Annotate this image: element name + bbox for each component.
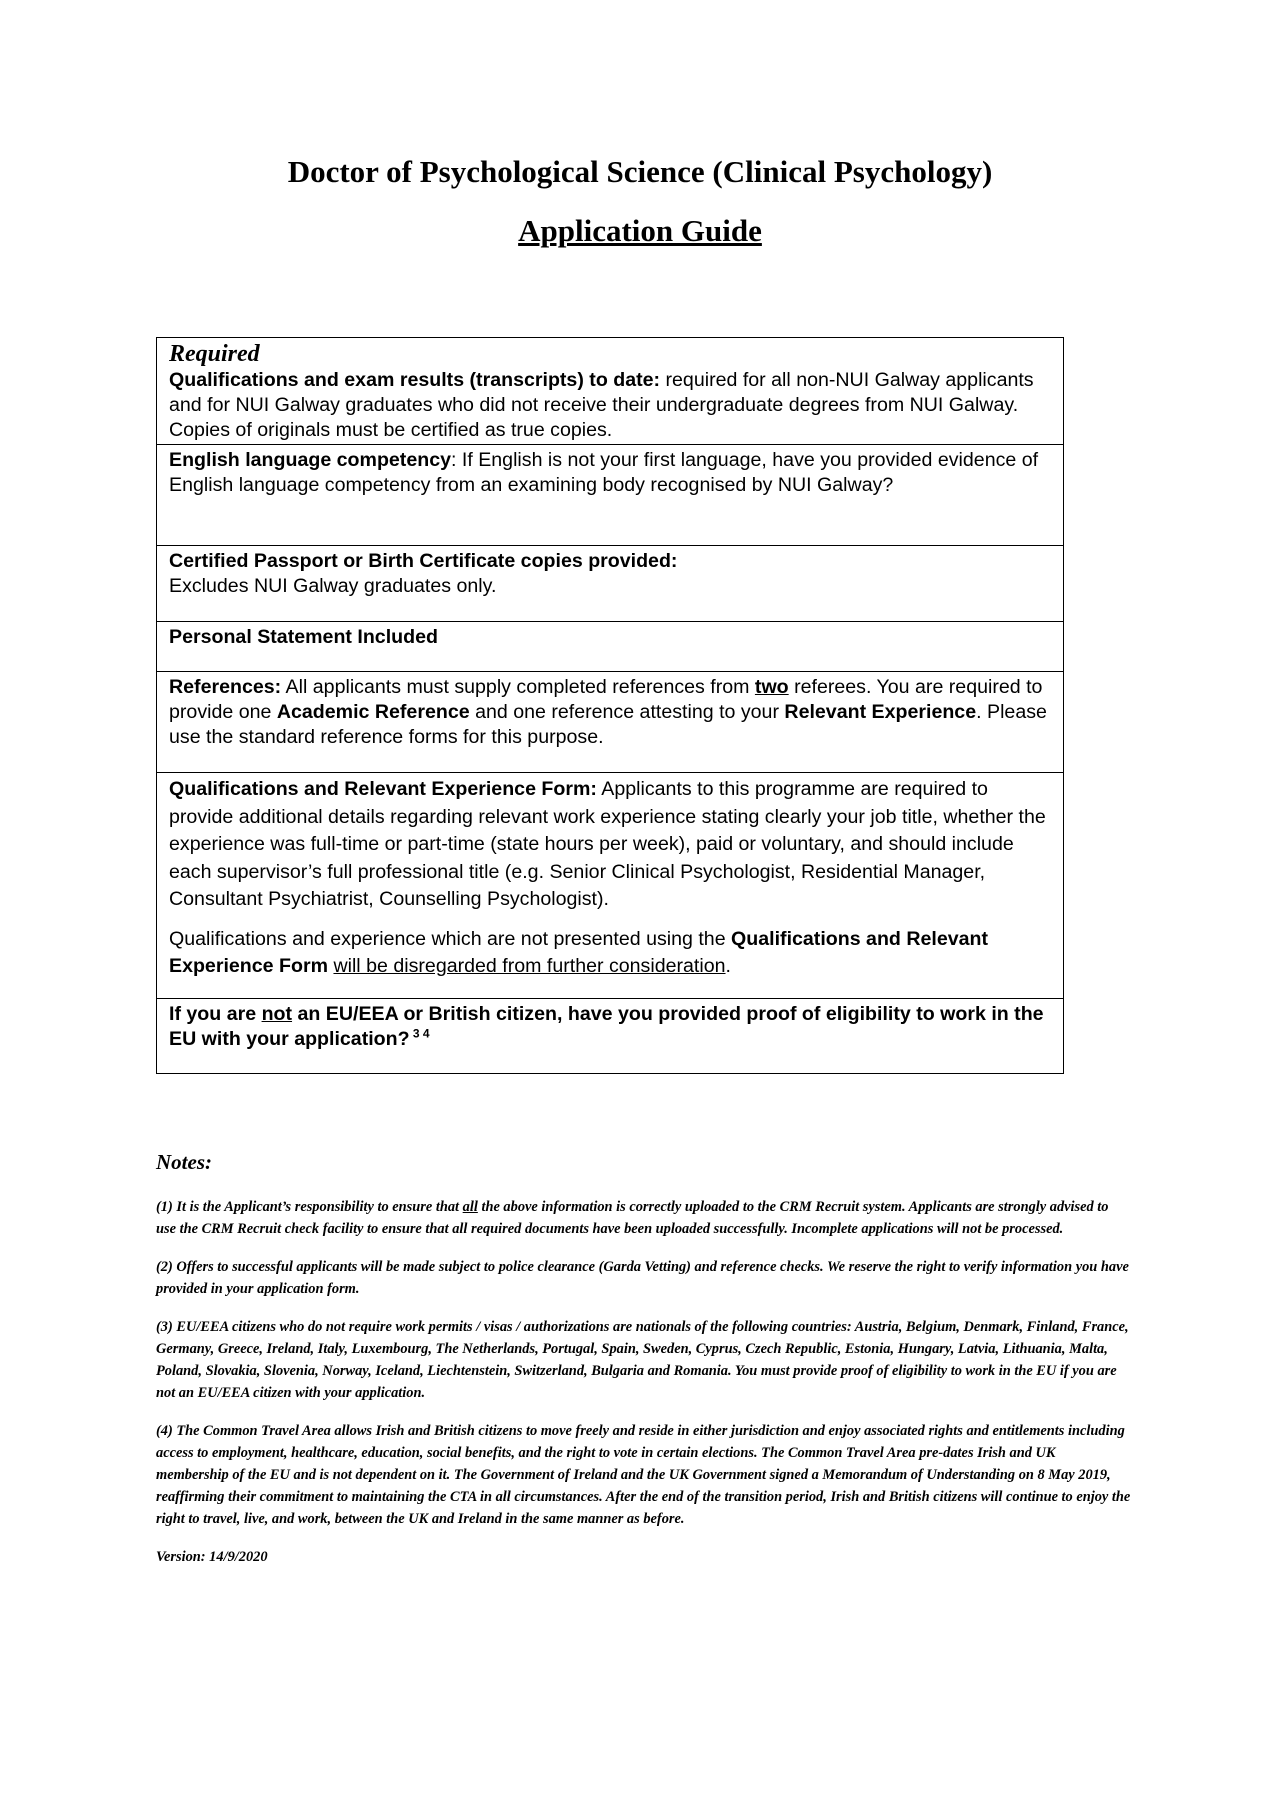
note-3: (3) EU/EEA citizens who do not require work permits / visas / authorizations are nationals of the following countries: Austria, Belgium, Denmark, Finland, France, Germany, Greece, Ireland, Italy, Luxembourg, The Netherlands, Portugal, Spain, Sweden, Cyprus, Czech Republic, Estonia, Hungary, Latvia, Lithuania, Malta, Poland, Slovakia, Slovenia, Norway, Iceland, Liechtenstein, Switzerland, Bulgaria and Romania. You must provide proof of eligibility to work in the EU if you are not an EU/EEA citizen with your application. [156,1319,1129,1401]
relevant-experience: Relevant Experience [784,701,977,723]
version-label: Version: 14/9/2020 [156,1549,268,1565]
academic-reference: Academic Reference [276,701,470,723]
experience-form-label: Qualifications and Relevant Experience Form: [169,778,597,800]
qualifications-text: Qualifications and exam results (transcripts) to date: required for all non-NUI Galway applicants and for NUI Galway graduates who did not receive their undergraduate degrees from NUI Galway. Copies of originals must be certified as true copies. [169,369,1034,441]
row-references: References: All applicants must supply completed references from two referees. You are required to provide one Academic Reference and one reference attesting to your Relevant Experience. Please use the standard reference forms for this purpose. [157,671,1063,772]
passport-text: Excludes NUI Galway graduates only. [169,575,497,597]
personal-statement-label: Personal Statement Included [169,626,438,648]
row-eligibility: If you are not an EU/EEA or British citizen, have you provided proof of eligibility to work in the EU with your application? $^{3 4}$ [157,998,1063,1073]
passport-label: Certified Passport or Birth Certificate copies provided: [169,550,678,572]
document-subtitle: Application Guide [518,213,762,248]
experience-form-warning: Qualifications and experience which are not presented using the Qualifications and Relevant Experience Form will be disregarded from further consideration. [169,927,989,977]
notes-section [156,1196,1131,1568]
english-label: English language competency [169,449,451,471]
row-english [157,444,1063,545]
row-experience-form [157,772,1063,998]
notes-heading: Notes: [156,1150,212,1174]
not-emphasis: not [261,1003,293,1025]
english-text: : If English is not your first language, have you provided evidence of English language competency from an examining body recognised by NUI Galway? [169,449,1039,496]
row-personal-statement [157,621,1063,671]
row-passport [157,545,1063,621]
experience-form-text: Qualifications and Relevant Experience Form: Applicants to this programme are required to provide additional details regarding relevant work experience stating clearly your job title, whether the experience was full-time or part-time (state hours per week), paid or voluntary, and should include each supervisor’s full professional title (e.g. Senior Clinical Psychologist, Residential Manager, Consultant Psychiatrist, Counselling Psychologist). [169,778,1046,910]
note-1: (1) It is the Applicant’s responsibility to ensure that all the above information is correctly uploaded to the CRM Recruit system. Applicants are strongly advised to use the CRM Recruit check facility to ensure that all required documents have been uploaded successfully. Incomplete applications will not be processed. [156,1199,1109,1237]
note-2: (2) Offers to successful applicants will be made subject to police clearance (Garda Vetting) and reference checks. We reserve the right to verify information you have provided in your application form. [156,1259,1129,1297]
disregard-warning: will be disregarded from further consideration [333,955,726,977]
two-emphasis: two [754,676,789,698]
footnote-refs: 3 4 [409,1026,430,1041]
row-qualifications [157,338,1063,444]
qualifications-label: Qualifications and exam results (transcripts) to date: [169,369,661,391]
references-label: References: [169,676,282,698]
document-title: Doctor of Psychological Science (Clinical Psychology) [287,154,993,189]
requirements-table [156,337,1064,1074]
required-heading: Required [169,341,260,367]
note-4: (4) The Common Travel Area allows Irish and British citizens to move freely and reside in either jurisdiction and enjoy associated rights and entitlements including access to employment, healthcare, education, social benefits, and the right to vote in certain elections. The Common Travel Area pre-dates Irish and UK membership of the EU and is not dependent on it. The Government of Ireland and the UK Government signed a Memorandum of Understanding on 8 May 2019, reaffirming their commitment to maintaining the CTA in all circumstances. After the end of the transition period, Irish and British citizens will continue to enjoy the right to travel, live, and work, between the UK and Ireland in the same manner as before. [156,1423,1131,1527]
